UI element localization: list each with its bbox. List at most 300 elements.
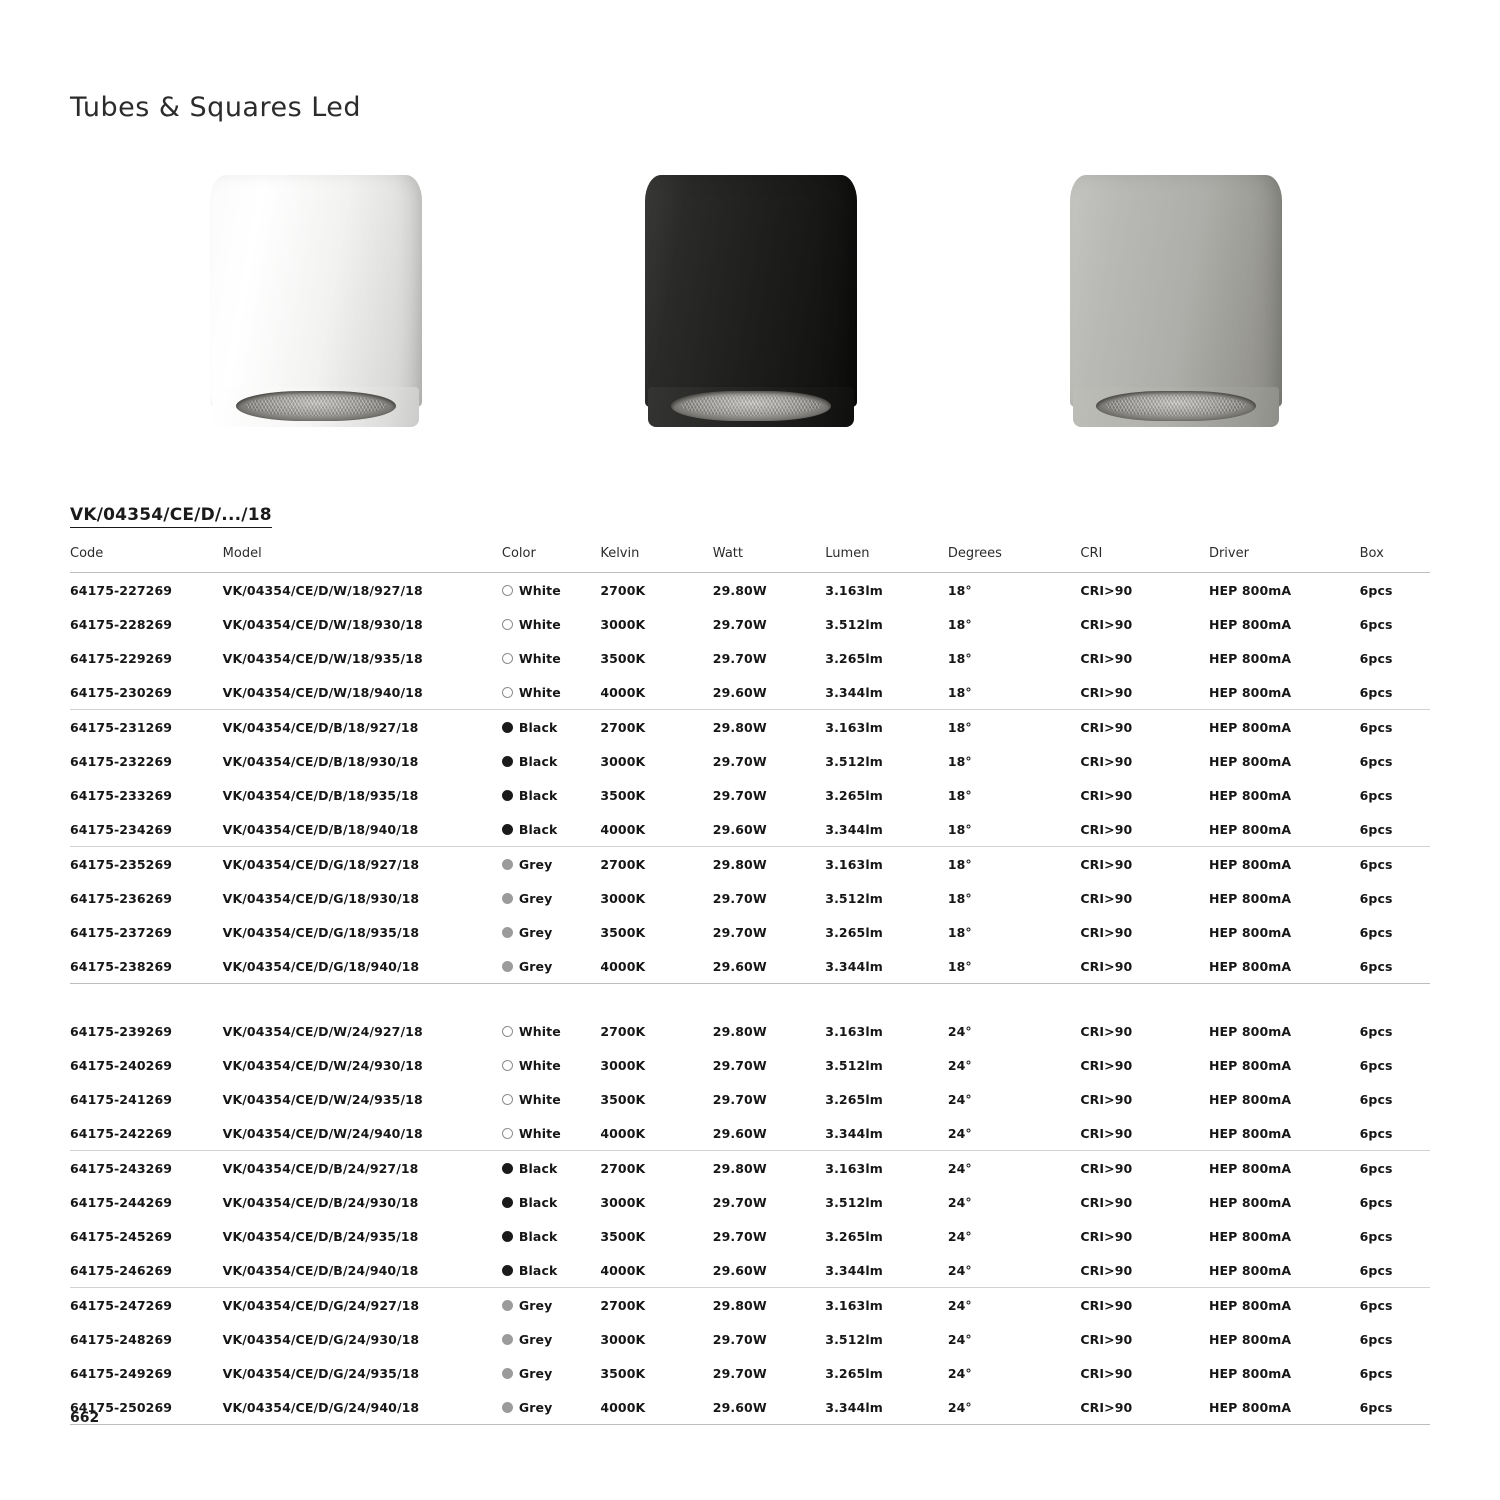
cell-model: VK/04354/CE/D/W/24/927/18 (222, 1023, 423, 1039)
cell-lumen: 3.344lm (825, 812, 948, 847)
table-group-spacer (70, 984, 1430, 1015)
cell-lumen: 3.163lm (825, 719, 883, 735)
cell-driver: HEP 800mA (1208, 787, 1292, 803)
cell-kelvin: 2700K (600, 1023, 646, 1039)
color-label: White (518, 1023, 561, 1039)
cell-code: 64175-245269 (70, 1228, 173, 1244)
column-header-code: Code (70, 546, 223, 573)
cell-box: 6pcs (1359, 856, 1393, 872)
color-swatch-white-icon (502, 1060, 513, 1071)
color-swatch-white-icon (502, 653, 513, 664)
cell-degrees: 18° (947, 650, 972, 666)
cell-model: VK/04354/CE/D/G/18/927/18 (222, 856, 420, 872)
table-row (70, 881, 1430, 915)
color-swatch-grey-icon (502, 893, 513, 904)
table-row (70, 1356, 1430, 1390)
cell-driver: HEP 800mA (1209, 1253, 1360, 1288)
column-header-box: Box (1360, 546, 1430, 573)
cell-lumen: 3.512lm (825, 1194, 883, 1210)
color-swatch-grey-icon (502, 1300, 513, 1311)
table-row (70, 1185, 1430, 1219)
color-label: Grey (518, 924, 553, 940)
cell-lumen: 3.344lm (825, 949, 948, 984)
cell-code: 64175-227269 (70, 582, 173, 598)
cell-color (502, 1048, 600, 1082)
cell-kelvin: 4000K (600, 812, 712, 847)
cell-model: VK/04354/CE/D/G/18/930/18 (222, 890, 420, 906)
cell-degrees: 24° (947, 1057, 972, 1073)
cell-watt: 29.70W (712, 787, 767, 803)
color-label: Grey (518, 1297, 553, 1313)
color-swatch-black-icon (502, 1231, 513, 1242)
cell-cri: CRI>90 (1080, 1331, 1133, 1347)
cell-kelvin: 2700K (600, 856, 646, 872)
color-label: Black (518, 719, 558, 735)
cell-kelvin: 3000K (600, 753, 646, 769)
cell-degrees: 18° (947, 753, 972, 769)
product-family-code: VK/04354/CE/D/.../18 (70, 505, 272, 528)
tube-reflector (1096, 391, 1256, 421)
cell-degrees: 18° (948, 812, 1081, 847)
table-row (70, 1048, 1430, 1082)
cell-model: VK/04354/CE/D/W/18/927/18 (222, 582, 423, 598)
cell-color (502, 710, 600, 745)
cell-cri: CRI>90 (1080, 1228, 1133, 1244)
cell-watt: 29.80W (712, 1297, 767, 1313)
color-label: Black (518, 753, 558, 769)
cell-model: VK/04354/CE/D/B/18/930/18 (222, 753, 419, 769)
cell-lumen: 3.265lm (825, 1091, 883, 1107)
cell-driver: HEP 800mA (1208, 1194, 1292, 1210)
cell-kelvin: 2700K (600, 1160, 646, 1176)
color-label: White (518, 616, 561, 632)
cell-box: 6pcs (1360, 675, 1430, 710)
cell-driver: HEP 800mA (1209, 1116, 1360, 1151)
cell-color (502, 1116, 600, 1151)
cell-cri: CRI>90 (1080, 1057, 1133, 1073)
cell-color (502, 778, 600, 812)
cell-driver: HEP 800mA (1208, 890, 1292, 906)
cell-kelvin: 3500K (600, 1228, 646, 1244)
cell-code: 64175-233269 (70, 787, 173, 803)
cell-watt: 29.80W (712, 1160, 767, 1176)
cell-code: 64175-231269 (70, 719, 173, 735)
cell-cri: CRI>90 (1080, 1091, 1133, 1107)
cell-code: 64175-237269 (70, 924, 173, 940)
cell-model: VK/04354/CE/D/B/24/927/18 (222, 1160, 419, 1176)
cell-cri: CRI>90 (1080, 1023, 1133, 1039)
cell-model: VK/04354/CE/D/B/24/935/18 (222, 1228, 419, 1244)
cell-box: 6pcs (1359, 650, 1393, 666)
color-label: White (518, 1057, 561, 1073)
cell-code: 64175-241269 (70, 1091, 173, 1107)
cell-model: VK/04354/CE/D/B/24/940/18 (223, 1253, 502, 1288)
cell-box: 6pcs (1359, 924, 1393, 940)
cell-degrees: 18° (947, 616, 972, 632)
cell-color (502, 1253, 600, 1288)
color-swatch-black-icon (502, 756, 513, 767)
table-row (70, 744, 1430, 778)
product-image-strip (70, 175, 1430, 505)
cell-kelvin: 3500K (600, 650, 646, 666)
cell-box: 6pcs (1359, 1365, 1393, 1381)
color-swatch-white-icon (502, 1026, 513, 1037)
cell-lumen: 3.512lm (825, 1057, 883, 1073)
cell-code: 64175-238269 (70, 949, 223, 984)
cell-model: VK/04354/CE/D/B/18/935/18 (222, 787, 419, 803)
cell-watt: 29.60W (713, 675, 825, 710)
cell-color (502, 1322, 600, 1356)
cell-box: 6pcs (1360, 1116, 1430, 1151)
spacer-cell (70, 984, 1430, 1015)
color-label: White (518, 1091, 561, 1107)
cell-code: 64175-235269 (70, 856, 173, 872)
cell-kelvin: 3000K (600, 616, 646, 632)
cell-watt: 29.70W (712, 1331, 767, 1347)
cell-driver: HEP 800mA (1208, 650, 1292, 666)
cell-code: 64175-246269 (70, 1253, 223, 1288)
cell-model: VK/04354/CE/D/B/18/940/18 (223, 812, 502, 847)
page-number: 662 (70, 1410, 100, 1426)
cell-kelvin: 3500K (600, 787, 646, 803)
table-row (70, 641, 1430, 675)
color-swatch-white-icon (502, 687, 513, 698)
cell-color (502, 744, 600, 778)
cell-lumen: 3.344lm (825, 1390, 948, 1425)
table-row (70, 1390, 1430, 1425)
cell-degrees: 24° (948, 1116, 1081, 1151)
cell-degrees: 24° (948, 1390, 1081, 1425)
cell-lumen: 3.344lm (825, 1116, 948, 1151)
cell-driver: HEP 800mA (1208, 1331, 1292, 1347)
table-row (70, 847, 1430, 882)
color-swatch-white-icon (502, 619, 513, 630)
table-row (70, 710, 1430, 745)
cell-cri: CRI>90 (1080, 753, 1133, 769)
table-row (70, 1219, 1430, 1253)
cell-color (502, 1219, 600, 1253)
cell-box: 6pcs (1359, 890, 1393, 906)
table-row (70, 675, 1430, 710)
column-header-lumen: Lumen (825, 546, 948, 573)
color-swatch-black-icon (502, 1265, 513, 1276)
tube-body (645, 175, 857, 407)
cell-box: 6pcs (1359, 753, 1393, 769)
color-swatch-black-icon (502, 722, 513, 733)
cell-cri: CRI>90 (1080, 949, 1209, 984)
cell-box: 6pcs (1359, 1091, 1393, 1107)
column-header-color: Color (502, 546, 600, 573)
cell-watt: 29.80W (712, 719, 767, 735)
cell-watt: 29.70W (712, 1057, 767, 1073)
cell-watt: 29.70W (712, 890, 767, 906)
cell-box: 6pcs (1359, 616, 1393, 632)
cell-code: 64175-247269 (70, 1297, 173, 1313)
cell-watt: 29.60W (713, 1116, 825, 1151)
cell-color (502, 573, 600, 608)
color-label: Black (518, 1228, 558, 1244)
column-header-degrees: Degrees (948, 546, 1081, 573)
cell-cri: CRI>90 (1080, 1253, 1209, 1288)
cell-degrees: 18° (947, 719, 972, 735)
cell-driver: HEP 800mA (1208, 1297, 1292, 1313)
cell-model: VK/04354/CE/D/G/24/930/18 (222, 1331, 420, 1347)
table-header-row (70, 546, 1430, 573)
color-swatch-grey-icon (502, 1402, 513, 1413)
cell-cri: CRI>90 (1080, 787, 1133, 803)
cell-kelvin: 2700K (600, 1297, 646, 1313)
cell-degrees: 18° (948, 949, 1081, 984)
cell-lumen: 3.344lm (825, 675, 948, 710)
color-label: Grey (518, 1399, 553, 1415)
cell-lumen: 3.265lm (825, 1365, 883, 1381)
color-label: Grey (518, 1331, 553, 1347)
cell-cri: CRI>90 (1080, 582, 1133, 598)
cell-box: 6pcs (1360, 1253, 1430, 1288)
cell-box: 6pcs (1359, 582, 1393, 598)
cell-lumen: 3.163lm (825, 856, 883, 872)
cell-watt: 29.70W (712, 1194, 767, 1210)
cell-watt: 29.70W (712, 650, 767, 666)
color-label: Black (518, 1160, 558, 1176)
cell-color (502, 812, 600, 847)
table-row (70, 1288, 1430, 1323)
cell-degrees: 18° (948, 675, 1081, 710)
cell-degrees: 18° (947, 582, 972, 598)
cell-box: 6pcs (1359, 1023, 1393, 1039)
cell-watt: 29.80W (712, 582, 767, 598)
cell-code: 64175-234269 (70, 812, 223, 847)
color-label: White (518, 1125, 561, 1141)
cell-driver: HEP 800mA (1208, 1228, 1292, 1244)
product-image-black (645, 175, 857, 427)
color-label: Black (518, 1262, 558, 1278)
tube-luminaire-grey-graphic (1070, 175, 1282, 427)
cell-box: 6pcs (1359, 719, 1393, 735)
cell-model: VK/04354/CE/D/W/18/930/18 (222, 616, 423, 632)
color-swatch-black-icon (502, 1197, 513, 1208)
color-label: Grey (518, 958, 553, 974)
color-swatch-white-icon (502, 585, 513, 596)
cell-model: VK/04354/CE/D/W/24/935/18 (222, 1091, 423, 1107)
cell-code: 64175-248269 (70, 1331, 173, 1347)
column-header-driver: Driver (1209, 546, 1360, 573)
cell-degrees: 24° (947, 1228, 972, 1244)
cell-lumen: 3.163lm (825, 1297, 883, 1313)
page-title: Tubes & Squares Led (70, 92, 362, 123)
cell-lumen: 3.265lm (825, 1228, 883, 1244)
cell-lumen: 3.265lm (825, 787, 883, 803)
cell-code: 64175-243269 (70, 1160, 173, 1176)
specifications-table (70, 546, 1430, 1425)
cell-degrees: 24° (947, 1091, 972, 1107)
column-header-watt: Watt (713, 546, 825, 573)
cell-watt: 29.70W (712, 1365, 767, 1381)
cell-model: VK/04354/CE/D/G/18/935/18 (222, 924, 420, 940)
cell-driver: HEP 800mA (1208, 719, 1292, 735)
color-swatch-black-icon (502, 824, 513, 835)
cell-degrees: 24° (947, 1160, 972, 1176)
cell-cri: CRI>90 (1080, 812, 1209, 847)
cell-box: 6pcs (1360, 812, 1430, 847)
color-swatch-white-icon (502, 1128, 513, 1139)
table-row (70, 812, 1430, 847)
cell-watt: 29.60W (713, 949, 825, 984)
cell-code: 64175-228269 (70, 616, 173, 632)
cell-model: VK/04354/CE/D/W/24/930/18 (222, 1057, 423, 1073)
cell-color (502, 675, 600, 710)
column-header-model: Model (223, 546, 502, 573)
cell-watt: 29.70W (712, 1091, 767, 1107)
cell-kelvin: 4000K (600, 675, 712, 710)
column-header-kelvin: Kelvin (600, 546, 712, 573)
cell-color (502, 949, 600, 984)
cell-model: VK/04354/CE/D/W/18/935/18 (222, 650, 423, 666)
cell-watt: 29.70W (712, 753, 767, 769)
cell-color (502, 1082, 600, 1116)
cell-driver: HEP 800mA (1209, 675, 1360, 710)
cell-driver: HEP 800mA (1208, 924, 1292, 940)
cell-model: VK/04354/CE/D/B/24/930/18 (222, 1194, 419, 1210)
cell-kelvin: 3500K (600, 1365, 646, 1381)
cell-watt: 29.80W (712, 1023, 767, 1039)
cell-lumen: 3.163lm (825, 1160, 883, 1176)
cell-driver: HEP 800mA (1208, 1023, 1292, 1039)
cell-driver: HEP 800mA (1208, 582, 1292, 598)
cell-box: 6pcs (1359, 1057, 1393, 1073)
cell-color (502, 1014, 600, 1048)
cell-color (502, 1390, 600, 1425)
cell-lumen: 3.265lm (825, 924, 883, 940)
cell-color (502, 1288, 600, 1323)
cell-watt: 29.70W (712, 616, 767, 632)
cell-cri: CRI>90 (1080, 1194, 1133, 1210)
cell-cri: CRI>90 (1080, 924, 1133, 940)
cell-cri: CRI>90 (1080, 1390, 1209, 1425)
cell-driver: HEP 800mA (1209, 1390, 1360, 1425)
cell-degrees: 18° (947, 787, 972, 803)
cell-color (502, 641, 600, 675)
cell-cri: CRI>90 (1080, 890, 1133, 906)
cell-model: VK/04354/CE/D/G/18/940/18 (223, 949, 502, 984)
color-label: Black (518, 1194, 558, 1210)
cell-kelvin: 3500K (600, 1091, 646, 1107)
cell-model: VK/04354/CE/D/W/24/940/18 (223, 1116, 502, 1151)
table-row (70, 915, 1430, 949)
color-swatch-black-icon (502, 790, 513, 801)
cell-kelvin: 2700K (600, 582, 646, 598)
cell-kelvin: 3000K (600, 1057, 646, 1073)
color-swatch-grey-icon (502, 1334, 513, 1345)
tube-luminaire-black-graphic (645, 175, 857, 427)
table-row (70, 1151, 1430, 1186)
table-row (70, 573, 1430, 608)
cell-driver: HEP 800mA (1209, 812, 1360, 847)
cell-color (502, 607, 600, 641)
cell-code: 64175-236269 (70, 890, 173, 906)
cell-model: VK/04354/CE/D/B/18/927/18 (222, 719, 419, 735)
cell-driver: HEP 800mA (1208, 1160, 1292, 1176)
cell-degrees: 24° (948, 1253, 1081, 1288)
table-row (70, 1014, 1430, 1048)
cell-cri: CRI>90 (1080, 650, 1133, 666)
cell-box: 6pcs (1360, 1390, 1430, 1425)
cell-kelvin: 2700K (600, 719, 646, 735)
cell-color (502, 1356, 600, 1390)
color-swatch-black-icon (502, 1163, 513, 1174)
cell-model: VK/04354/CE/D/G/24/940/18 (223, 1390, 502, 1425)
cell-lumen: 3.512lm (825, 753, 883, 769)
cell-box: 6pcs (1359, 1297, 1393, 1313)
cell-driver: HEP 800mA (1208, 1365, 1292, 1381)
cell-code: 64175-240269 (70, 1057, 173, 1073)
cell-box: 6pcs (1359, 1194, 1393, 1210)
cell-color (502, 847, 600, 882)
cell-degrees: 24° (947, 1365, 972, 1381)
cell-kelvin: 3500K (600, 924, 646, 940)
cell-driver: HEP 800mA (1208, 856, 1292, 872)
cell-cri: CRI>90 (1080, 719, 1133, 735)
cell-degrees: 18° (947, 856, 972, 872)
tube-luminaire-white-graphic (210, 175, 422, 427)
cell-cri: CRI>90 (1080, 856, 1133, 872)
cell-kelvin: 3000K (600, 1194, 646, 1210)
cell-kelvin: 3000K (600, 1331, 646, 1347)
cell-degrees: 24° (947, 1194, 972, 1210)
color-swatch-grey-icon (502, 1368, 513, 1379)
color-label: Black (518, 787, 558, 803)
cell-lumen: 3.512lm (825, 616, 883, 632)
table-row (70, 1253, 1430, 1288)
cell-driver: HEP 800mA (1209, 949, 1360, 984)
tube-body (210, 175, 422, 407)
cell-watt: 29.60W (713, 812, 825, 847)
color-swatch-grey-icon (502, 927, 513, 938)
table-body (70, 573, 1430, 1425)
cell-watt: 29.70W (712, 1228, 767, 1244)
product-image-white (210, 175, 422, 427)
cell-driver: HEP 800mA (1208, 753, 1292, 769)
cell-lumen: 3.512lm (825, 890, 883, 906)
color-label: Black (518, 821, 558, 837)
cell-model: VK/04354/CE/D/W/18/940/18 (223, 675, 502, 710)
tube-body (1070, 175, 1282, 407)
cell-color (502, 1151, 600, 1186)
table-row (70, 778, 1430, 812)
color-label: White (518, 582, 561, 598)
cell-code: 64175-239269 (70, 1023, 173, 1039)
cell-kelvin: 4000K (600, 1253, 712, 1288)
cell-color (502, 1185, 600, 1219)
cell-box: 6pcs (1359, 1331, 1393, 1347)
color-swatch-grey-icon (502, 859, 513, 870)
cell-kelvin: 4000K (600, 1390, 712, 1425)
cell-lumen: 3.163lm (825, 1023, 883, 1039)
cell-kelvin: 4000K (600, 949, 712, 984)
cell-model: VK/04354/CE/D/G/24/935/18 (222, 1365, 420, 1381)
cell-degrees: 18° (947, 924, 972, 940)
cell-code: 64175-249269 (70, 1365, 173, 1381)
cell-watt: 29.60W (713, 1253, 825, 1288)
tube-reflector (671, 391, 831, 421)
table-row (70, 1322, 1430, 1356)
cell-driver: HEP 800mA (1208, 616, 1292, 632)
cell-driver: HEP 800mA (1208, 1057, 1292, 1073)
table-header (70, 546, 1430, 573)
cell-model: VK/04354/CE/D/G/24/927/18 (222, 1297, 420, 1313)
cell-code: 64175-230269 (70, 675, 223, 710)
column-header-cri: CRI (1080, 546, 1209, 573)
